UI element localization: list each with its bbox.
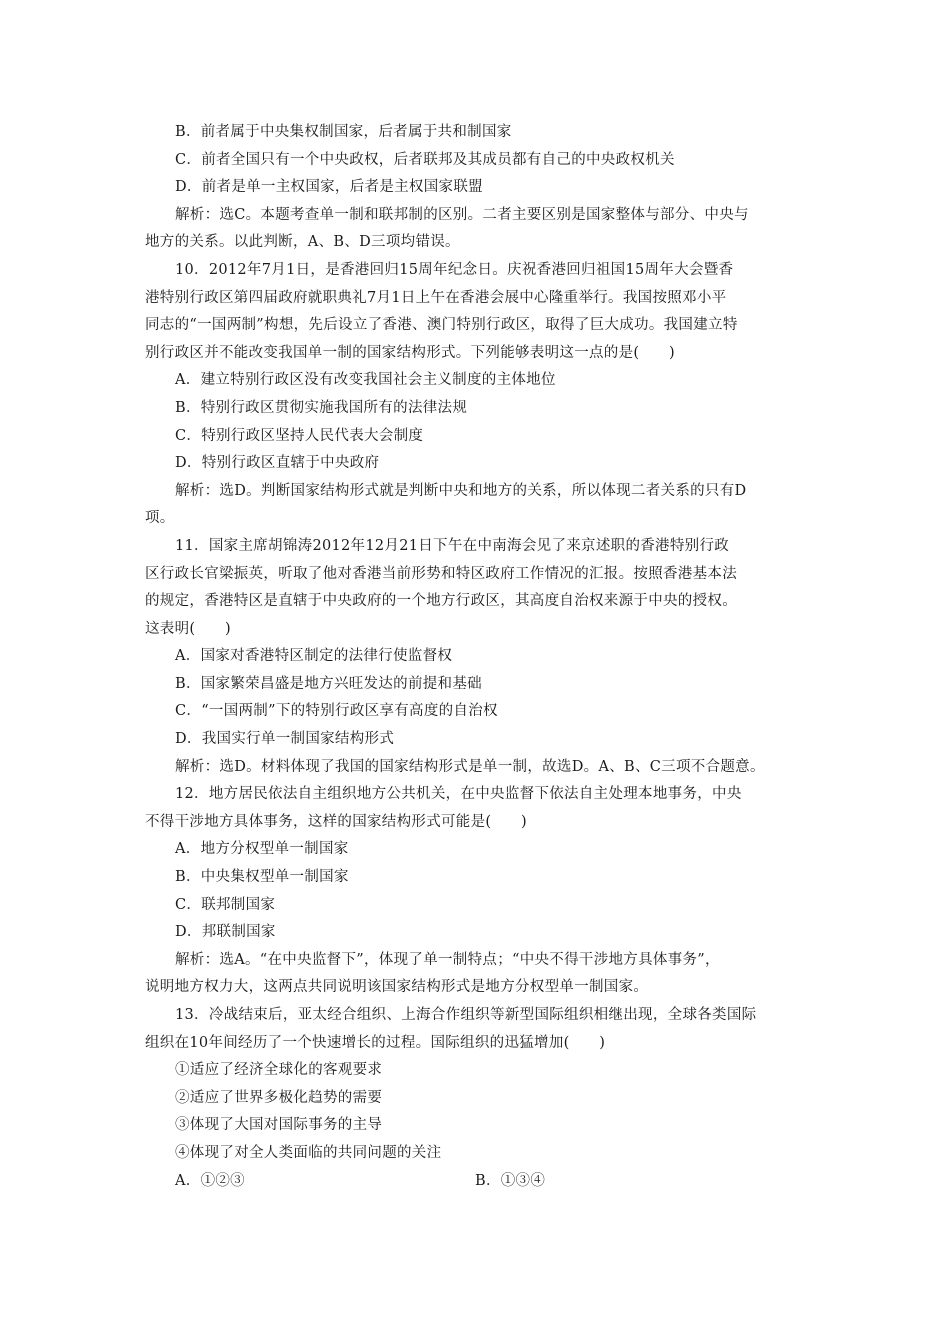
option-a: A．①②③ [175, 1172, 245, 1189]
question-10-stem: 10．2012年7月1日，是香港回归15周年纪念日。庆祝香港回归祖国15周年大会暨香 [175, 261, 734, 278]
option-line: B．国家繁荣昌盛是地方兴旺发达的前提和基础 [175, 675, 482, 692]
text-line: B．前者属于中央集权制国家，后者属于共和制国家 [175, 124, 512, 140]
option-line: B．中央集权型单一制国家 [175, 869, 349, 886]
statement-line: ①适应了经济全球化的客观要求 [175, 1062, 383, 1079]
question-13-stem: 13．冷战结束后，亚太经合组织、上海合作组织等新型国际组织相继出现，全球各类国际 [175, 1007, 757, 1023]
analysis-line: 解析：选A。“在中央监督下”，体现了单一制特点；“中央不得干涉地方具体事务”， [175, 951, 720, 968]
statement-line: ②适应了世界多极化趋势的需要 [175, 1089, 383, 1106]
text-line: C．前者全国只有一个中央政权，后者联邦及其成员都有自己的中央政权机关 [175, 151, 675, 168]
option-line: D．我国实行单一制国家结构形式 [175, 731, 395, 748]
statement-line: ③体现了大国对国际事务的主导 [175, 1117, 383, 1134]
text-line: 的规定，香港特区是直辖于中央政府的一个地方行政区，其高度自治权来源于中央的授权。 [145, 593, 737, 610]
option-line: C．“一国两制”下的特别行政区享有高度的自治权 [175, 703, 498, 720]
question-12-stem: 12．地方居民依法自主组织地方公共机关，在中央监督下依法自主处理本地事务，中央 [175, 786, 742, 803]
text-line: 说明地方权力大，这两点共同说明该国家结构形式是地方分权型单一制国家。 [145, 979, 649, 996]
option-line: D．特别行政区直辖于中央政府 [175, 455, 380, 472]
text-line: 同志的“一国两制”构想，先后设立了香港、澳门特别行政区，取得了巨大成功。我国建立特 [145, 317, 738, 334]
question-11-stem: 11．国家主席胡锦涛2012年12月21日下午在中南海会见了来京述职的香港特别行政 [175, 537, 730, 554]
option-line: A．国家对香港特区制定的法律行使监督权 [175, 648, 453, 665]
analysis-line: 解析：选D。材料体现了我国的国家结构形式是单一制，故选D。A、B、C三项不合题意。 [175, 758, 765, 775]
options-row [145, 1168, 813, 1196]
option-line: A．地方分权型单一制国家 [175, 841, 349, 858]
option-line: B．特别行政区贯彻实施我国所有的法律法规 [175, 399, 468, 416]
text-line: 项。 [145, 510, 175, 527]
text-line: 区行政长官梁振英，听取了他对香港当前形势和特区政府工作情况的汇报。按照香港基本法 [145, 565, 737, 582]
option-line: C．特别行政区坚持人民代表大会制度 [175, 427, 424, 444]
option-b: B．①③④ [475, 1172, 546, 1189]
text-line: 港特别行政区第四届政府就职典礼7月1日上午在香港会展中心隆重举行。我国按照邓小平 [145, 289, 727, 306]
option-line: C．联邦制国家 [175, 896, 276, 913]
text-line: 地方的关系。以此判断，A、B、D三项均错误。 [145, 234, 460, 251]
document-page [145, 119, 813, 1195]
text-line: 解析：选C。本题考查单一制和联邦制的区别。二者主要区别是国家整体与部分、中央与 [175, 206, 749, 223]
text-lines [145, 119, 813, 1195]
analysis-line: 解析：选D。判断国家结构形式就是判断中央和地方的关系，所以体现二者关系的只有D [175, 482, 747, 499]
text-line: 这表明( ) [145, 620, 231, 637]
text-line: D．前者是单一主权国家，后者是主权国家联盟 [175, 179, 483, 196]
statement-line: ④体现了对全人类面临的共同问题的关注 [175, 1144, 442, 1161]
text-line: 别行政区并不能改变我国单一制的国家结构形式。下列能够表明这一点的是( ) [145, 344, 675, 361]
option-line: D．邦联制国家 [175, 924, 276, 941]
text-line: 不得干涉地方具体事务，这样的国家结构形式可能是( ) [145, 813, 527, 830]
text-line: 组织在10年间经历了一个快速增长的过程。国际组织的迅猛增加( ) [145, 1034, 606, 1051]
option-line: A．建立特别行政区没有改变我国社会主义制度的主体地位 [175, 372, 556, 389]
